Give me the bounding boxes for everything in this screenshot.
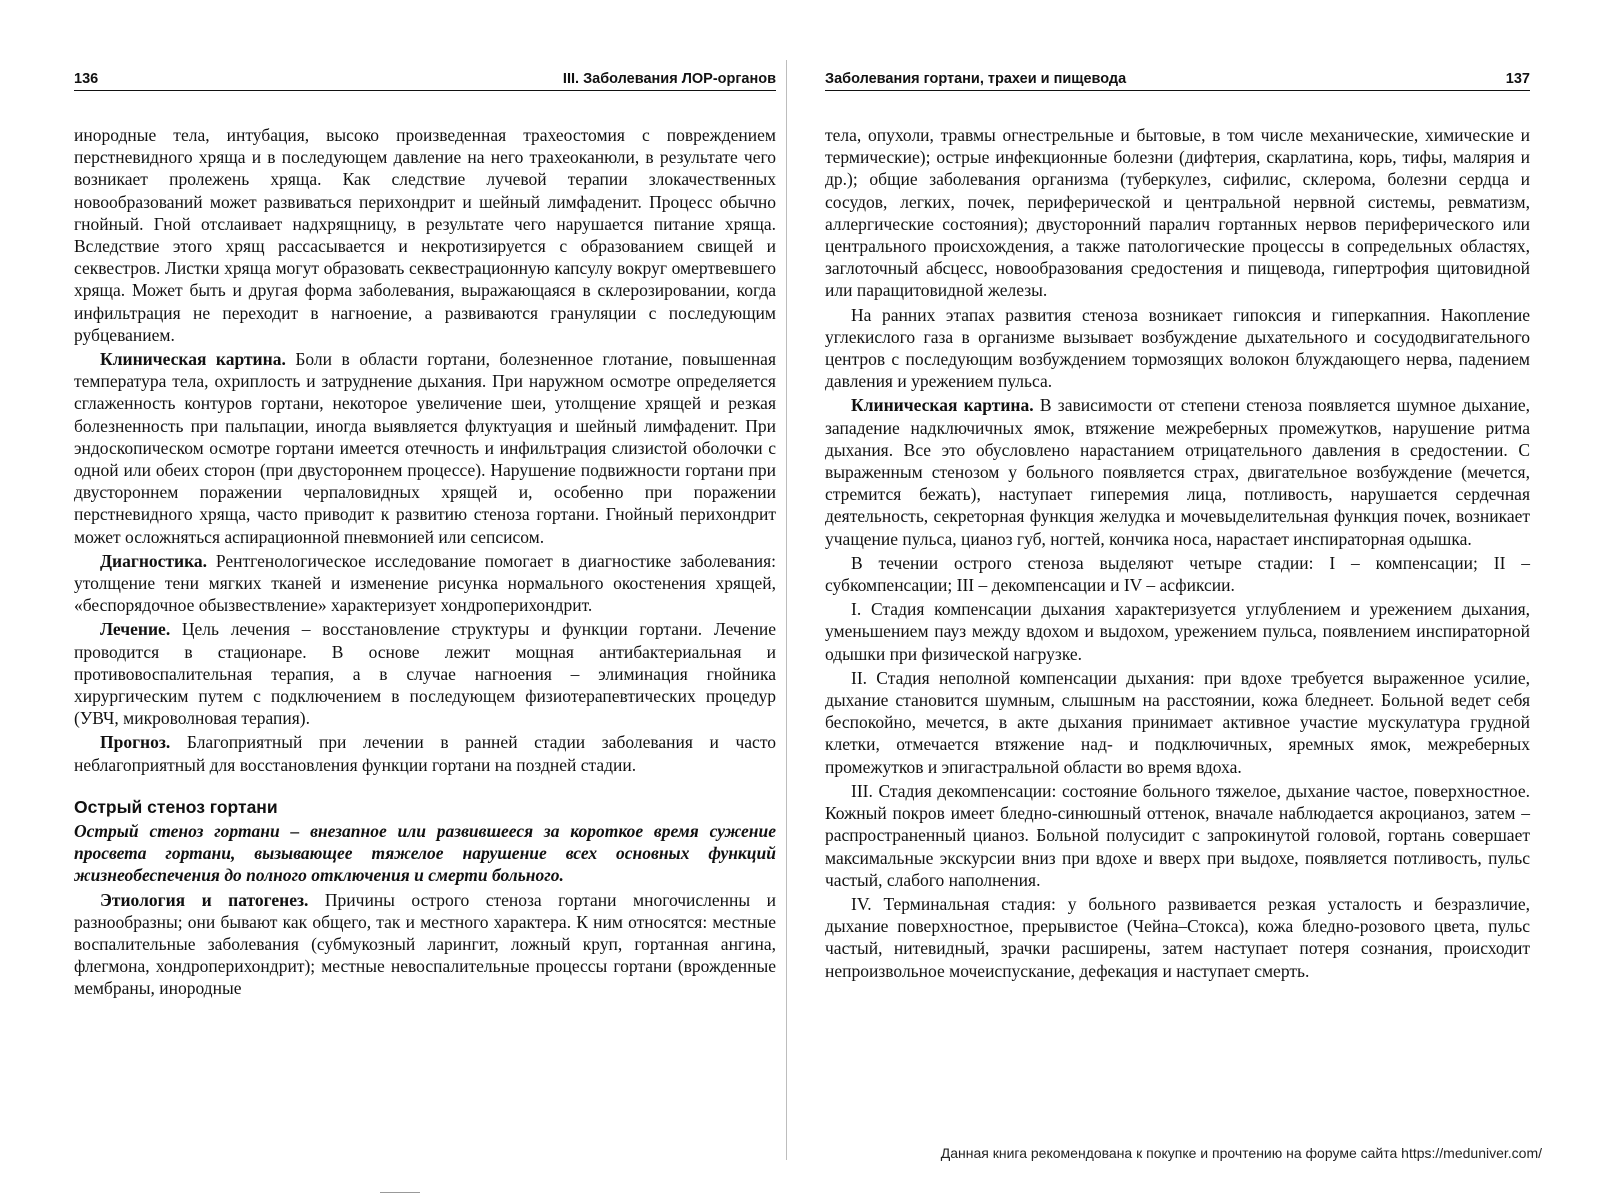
- crop-mark: [380, 1192, 420, 1193]
- paragraph-text: Рентгенологическое исследование помогает в диагностике заболевания: утолщение тени мягких тканей и изменение рисунка нормального окостенения хрящей, «беспорядочное обызвествление» характеризует хондроперихондрит.: [74, 550, 776, 616]
- paragraph: [74, 618, 776, 729]
- paragraph-text: Причины острого стеноза гортани многочисленны и разнообразны; они бывают как общего, так и местного характера. К ним относятся: местные воспалительные заболевания (субмукозный ларингит, ложный круп, гортанная ангина, флегмона, хондроперихондрит); местные невоспалительные процессы гортани (врожденные мембраны, инородные: [74, 889, 777, 999]
- paragraph-lead: Прогноз.: [100, 732, 171, 753]
- paragraph-text: тела, опухоли, травмы огнестрельные и бытовые, в том числе механические, химические и термические); острые инфекционные болезни (дифтерия, скарлатина, корь, тифы, малярия и др.); общие заболевания организма (туберкулез, сифилис, склерома, болезни сердца и сосудов, легких, почек, периферической и центральной нервной системы, ревматизм, аллергические состояния); двусторонний паралич гортанных нервов периферического или центрального происхождения, а также патологические процессы в сопредельных областях, заглоточный абсцесс, новообразования средостения и пищевода, гипертрофия щитовидной или паращитовидной железы.: [825, 125, 1530, 301]
- paragraph: [825, 552, 1530, 596]
- paragraph: [74, 550, 776, 617]
- right-page: [800, 0, 1600, 1200]
- paragraph: [825, 598, 1530, 665]
- paragraph: [825, 394, 1530, 549]
- paragraph-lead: Лечение.: [100, 619, 171, 640]
- section-heading: Острый стеноз гортани: [74, 796, 278, 817]
- paragraph-lead: Клиническая картина.: [100, 349, 286, 370]
- paragraph: [74, 124, 776, 346]
- paragraph-text: III. Стадия декомпенсации: состояние больного тяжелое, дыхание частое, поверхностное. Кожный покров имеет бледно-синюшный оттенок, вначале наблюдается акроцианоз, затем – распространенный цианоз. Больной полусидит с запрокинутой головой, гортань совершает максимальные экскурсии вниз при вдохе и вверх при выдохе, появляется потливость, пульс частый, слабого наполнения.: [825, 780, 1530, 890]
- definition-text: Острый стеноз гортани – внезапное или развившееся за короткое время сужение просвета гортани, вызывающее тяжелое нарушение всех основных функций жизнеобеспечения до полного отключения и смерти больного.: [74, 820, 776, 886]
- paragraph: [825, 124, 1530, 302]
- right-page-body: [825, 124, 1530, 984]
- paragraph-text: II. Стадия неполной компенсации дыхания: при вдохе требуется выраженное усилие, дыхание становится шумным, слышным на расстоянии, кожа бледнеет. Больной ведет себя беспокойно, мечется, в акте дыхания принимает активное участие мускулатура грудной клетки, отмечается втяжение над- и подключичных, яремных ямок, межреберных промежутков и эпигастральной области во время вдоха.: [825, 667, 1530, 777]
- paragraph-text: Боли в области гортани, болезненное глотание, повышенная температура тела, охриплость и затруднение дыхания. При наружном осмотре определяется сглаженность контуров гортани, некоторое увеличение шеи, утолщение хрящей и резкая болезненность при пальпации, иногда выявляется флуктуация и шейный лимфаденит. При эндоскопическом осмотре гортани имеется отечность и инфильтрация слизистой оболочки с одной или обеих сторон (при двустороннем процессе). Нарушение подвижности гортани при двустороннем поражении черпаловидных хрящей и, особенно при поражении перстневидного хряща, часто приводит к развитию стеноза гортани. Гнойный перихондрит может осложняться аспирационной пневмонией или сепсисом.: [74, 349, 776, 547]
- paragraph-lead: Этиология и патогенез.: [100, 889, 309, 910]
- paragraph: [825, 780, 1530, 891]
- paragraph-text: IV. Терминальная стадия: у больного развивается резкая усталость и безразличие, дыхание поверхностное, прерывистое (Чейна–Стокса), кожа бледно-розового цвета, пульс частый, нитевидный, зрачки расширены, затем наступает потеря сознания, происходит непроизвольное мочеиспускание, дефекация и наступает смерть.: [825, 893, 1530, 981]
- paragraph-text: В течении острого стеноза выделяют четыре стадии: I – компенсации; II – субкомпенсации; III – декомпенсации и IV – асфиксии.: [825, 552, 1530, 596]
- paragraph-lead: Диагностика.: [100, 550, 208, 571]
- paragraph-text: Благоприятный при лечении в ранней стадии заболевания и часто неблагоприятный для восстановления функции гортани на поздней стадии.: [74, 732, 776, 775]
- paragraph-lead: Клиническая картина.: [851, 395, 1034, 416]
- paragraph-text: На ранних этапах развития стеноза возникает гипоксия и гиперкапния. Накопление углекислого газа в организме вызывает возбуждение дыхательного и сосудодвигательного центров с последующим возбуждением тормозящих волокон блуждающего нерва, падением давления и урежением пульса.: [825, 304, 1530, 392]
- paragraph-text: I. Стадия компенсации дыхания характеризуется углублением и урежением дыхания, уменьшением пауз между вдохом и выдохом, урежением пульса, появлением инспираторной одышки при физической нагрузке.: [825, 599, 1530, 664]
- right-running-head: [825, 66, 1530, 91]
- right-page-number: 137: [1505, 71, 1530, 87]
- footer-watermark-note: Данная книга рекомендована к покупке и прочтению на форуме сайта https://meduniver.com/: [940, 1145, 1542, 1161]
- left-page-number: 136: [74, 71, 99, 87]
- paragraph: [74, 348, 776, 548]
- right-running-title: Заболевания гортани, трахеи и пищевода: [825, 71, 1127, 87]
- paragraph: [74, 731, 776, 775]
- left-running-head: [74, 66, 776, 91]
- paragraph-text: инородные тела, интубация, высоко произведенная трахеостомия с повреждением перстневидного хряща и в последующем давление на него трахеоканюли, в результате чего возникает пролежень хряща. Как следствие лучевой терапии злокачественных новообразований может развиваться перихондрит и шейный лимфаденит. Процесс обычно гнойный. Гной отслаивает надхрящницу, в результате чего нарушается питание хряща. Вследствие этого хрящ рассасывается и некротизируется с образованием свищей и секвестров. Листки хряща могут образовать секвестрационную капсулу вокруг омертвевшего хряща. Может быть и другая форма заболевания, выражающаяся в склерозировании, когда инфильтрация не переходит в нагноение, а развиваются грануляции с последующим рубцеванием.: [74, 125, 776, 345]
- paragraph-text: В зависимости от степени стеноза появляется шумное дыхание, западение надключичных ямок, втяжение межреберных промежутков, нарушение ритма дыхания. Все это обусловлено нарастанием отрицательного давления в средостении. С выраженным стенозом у больного появляется страх, двигательное возбуждение (мечется, стремится бежать), наступает гиперемия лица, потливость, нарушается сердечная деятельность, секреторная функция желудка и мочевыделительная функция почек, возникает учащение пульса, цианоз губ, ногтей, кончика носа, нарастает инспираторная одышка.: [825, 395, 1531, 549]
- paragraph-text: Цель лечения – восстановление структуры и функции гортани. Лечение проводится в стационаре. В основе лежит мощная антибактериальная и противовоспалительная терапия, а в случае нагноения – элиминация гнойника хирургическим путем с подключением в последующем физиотерапевтических процедур (УВЧ, микроволновая терапия).: [74, 619, 776, 729]
- paragraph: [825, 304, 1530, 393]
- left-page-body: [74, 124, 776, 1002]
- left-running-title: III. Заболевания ЛОР-органов: [562, 71, 776, 87]
- paragraph: [825, 667, 1530, 778]
- paragraph: [825, 893, 1530, 982]
- paragraph: [74, 889, 776, 1000]
